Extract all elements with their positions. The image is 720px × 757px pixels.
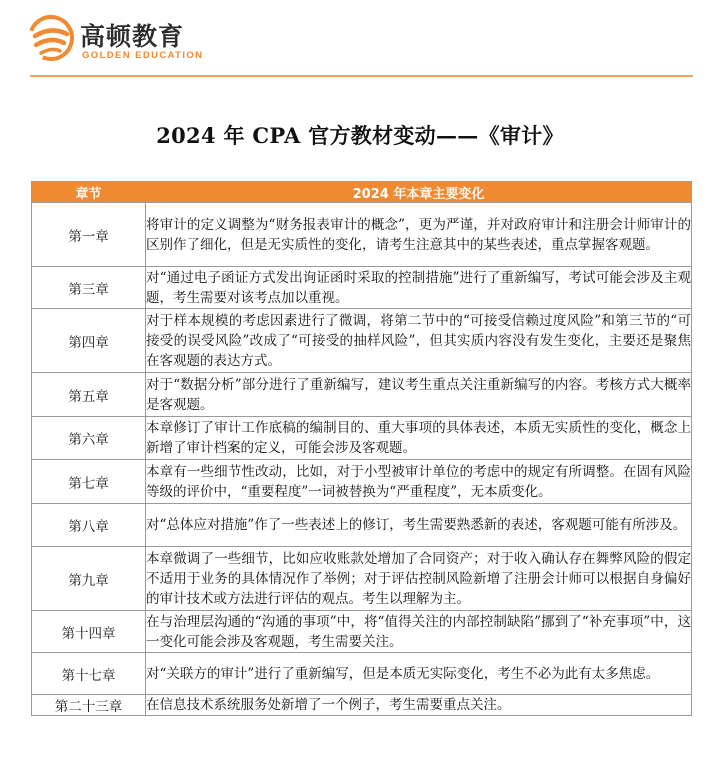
change-cell: 对“通过电子函证方式发出询证函时采取的控制措施”进行了重新编写，考试可能会涉及主观题，考生需要对该考点加以重视。	[146, 267, 692, 309]
brand-name-cn: 高顿教育	[80, 22, 185, 51]
change-cell: 对“关联方的审计”进行了重新编写，但是本质无实际变化，考生不必为此有太多焦虑。	[146, 653, 692, 695]
table-row	[32, 504, 692, 547]
change-cell: 在信息技术系统服务处新增了一个例子，考生需要重点关注。	[146, 695, 692, 716]
chapter-cell: 第六章	[32, 417, 146, 460]
change-cell: 本章有一些细节性改动，比如，对于小型被审计单位的考虑中的规定有所调整。在固有风险等级的评价中，“重要程度”一词被替换为“严重程度”，无本质变化。	[146, 460, 692, 504]
table-row	[32, 547, 692, 611]
table-row	[32, 203, 692, 267]
table-row	[32, 460, 692, 504]
change-cell: 对“总体应对措施”作了一些表述上的修订，考生需要熟悉新的表述，客观题可能有所涉及。	[146, 504, 692, 547]
column-header-chapter: 章节	[32, 182, 146, 203]
golden-swirl-logo-icon	[27, 14, 75, 62]
table-row	[32, 653, 692, 695]
chapter-cell: 第七章	[32, 460, 146, 504]
change-cell: 将审计的定义调整为“财务报表审计的概念”，更为严谨，并对政府审计和注册会计师审计的区别作了细化，但是无实质性的变化，请考生注意其中的某些表述，重点掌握客观题。	[146, 203, 692, 267]
chapter-cell: 第四章	[32, 309, 146, 373]
chapter-cell: 第十七章	[32, 653, 146, 695]
change-cell: 本章修订了审计工作底稿的编制目的、重大事项的具体表述，本质无实质性的变化，概念上新增了审计档案的定义，可能会涉及客观题。	[146, 417, 692, 460]
table-row	[32, 373, 692, 417]
table-header-row	[32, 182, 692, 203]
change-cell: 对于样本规模的考虑因素进行了微调，将第二节中的“可接受信赖过度风险”和第三节的“可接受的误受风险”改成了“可接受的抽样风险”，但其实质内容没有发生变化，主要还是聚焦在客观题的表达方式。	[146, 309, 692, 373]
change-cell: 在与治理层沟通的“沟通的事项”中，将“值得关注的内部控制缺陷”挪到了“补充事项”中，这一变化可能会涉及客观题，考生需要关注。	[146, 611, 692, 653]
chapter-cell: 第八章	[32, 504, 146, 547]
table-row	[32, 309, 692, 373]
table-row	[32, 417, 692, 460]
change-cell: 本章微调了一些细节，比如应收账款处增加了合同资产；对于收入确认存在舞弊风险的假定不适用于业务的具体情况作了举例；对于评估控制风险新增了注册会计师可以根据自身偏好的审计技术或方法进行评估的观点。考生以理解为主。	[146, 547, 692, 611]
chapter-cell: 第五章	[32, 373, 146, 417]
document-title: 2024 年 CPA 官方教材变动——《审计》	[156, 123, 564, 148]
chapter-cell: 第一章	[32, 203, 146, 267]
table-row	[32, 611, 692, 653]
page-header	[0, 0, 720, 80]
chapter-cell: 第十四章	[32, 611, 146, 653]
chapter-cell: 第二十三章	[32, 695, 146, 716]
table-row	[32, 695, 692, 716]
brand-name-en: GOLDEN EDUCATION	[82, 50, 204, 61]
column-header-change: 2024 年本章主要变化	[146, 182, 692, 203]
changes-table	[31, 181, 692, 716]
header-divider	[30, 75, 693, 77]
change-cell: 对于“数据分析”部分进行了重新编写，建议考生重点关注重新编写的内容。考核方式大概率是客观题。	[146, 373, 692, 417]
table-row	[32, 267, 692, 309]
chapter-cell: 第九章	[32, 547, 146, 611]
chapter-cell: 第三章	[32, 267, 146, 309]
